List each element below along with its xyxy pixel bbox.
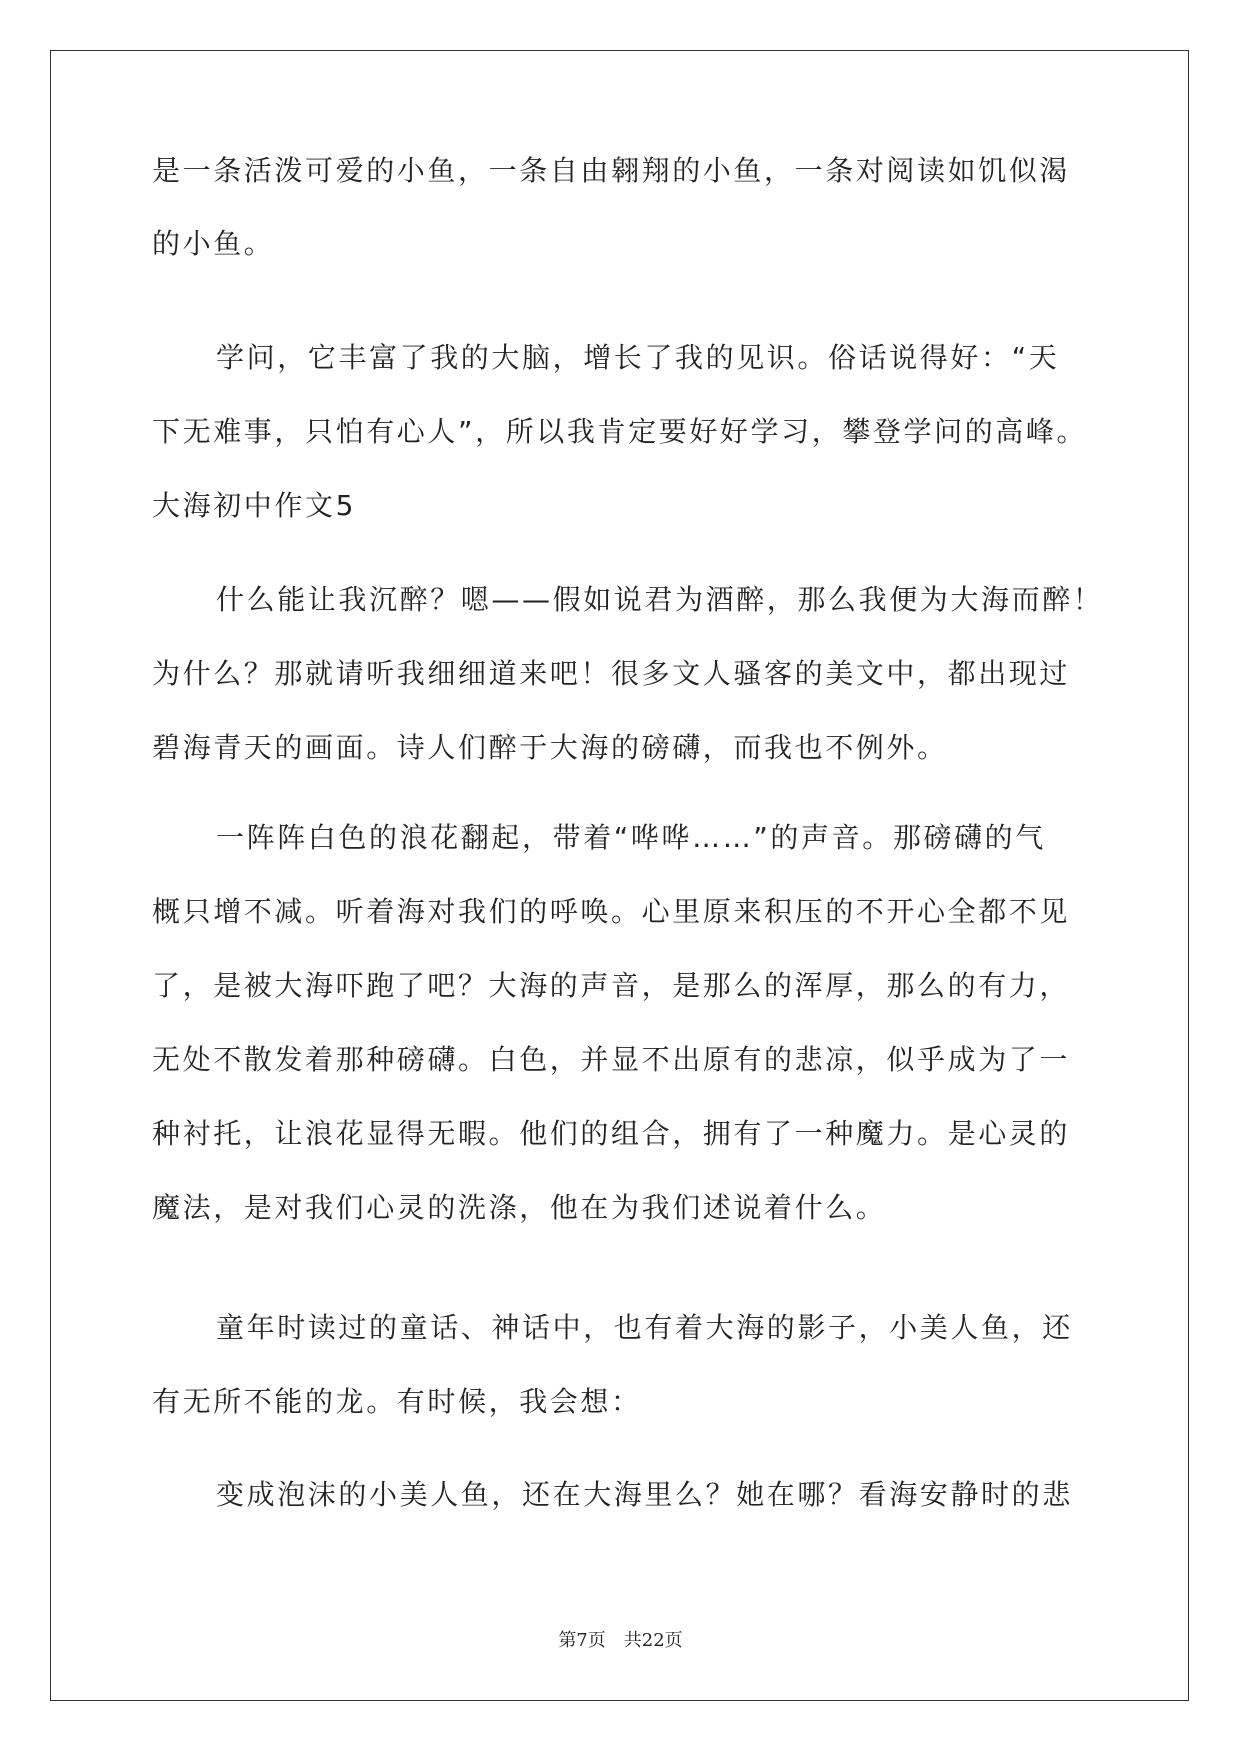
page-number: 第7页 xyxy=(558,1630,606,1651)
text-line: 什么能让我沉醉？嗯——假如说君为酒醉，那么我便为大海而醉！ xyxy=(216,583,1104,616)
text-line: 童年时读过的童话、神话中，也有着大海的影子，小美人鱼，还 xyxy=(216,1311,1073,1344)
text-line: 一阵阵白色的浪花翻起，带着“哗哗……”的声音。那磅礴的气 xyxy=(216,821,1046,854)
text-line: 魔法，是对我们心灵的洗涤，他在为我们述说着什么。 xyxy=(152,1191,887,1224)
text-line: 概只增不减。听着海对我们的呼唤。心里原来积压的不开心全都不见 xyxy=(152,895,1071,928)
text-line: 有无所不能的龙。有时候，我会想： xyxy=(152,1385,642,1418)
page-footer xyxy=(0,1630,1241,1652)
text-line: 学问，它丰富了我的大脑，增长了我的见识。俗话说得好：“天 xyxy=(216,341,1060,374)
page-border xyxy=(50,50,1189,1701)
text-line: 下无难事，只怕有心人”，所以我肯定要好好学习，攀登学问的高峰。 xyxy=(152,415,1088,448)
section-heading: 大海初中作文5 xyxy=(152,489,357,522)
text-line: 碧海青天的画面。诗人们醉于大海的磅礴，而我也不例外。 xyxy=(152,731,948,764)
page-total: 共22页 xyxy=(623,1630,683,1651)
text-line: 无处不散发着那种磅礴。白色，并显不出原有的悲凉，似乎成为了一 xyxy=(152,1043,1071,1076)
text-line: 为什么？那就请听我细细道来吧！很多文人骚客的美文中，都出现过 xyxy=(152,657,1071,690)
text-line: 种衬托，让浪花显得无暇。他们的组合，拥有了一种魔力。是心灵的 xyxy=(152,1117,1071,1150)
text-line: 变成泡沫的小美人鱼，还在大海里么？她在哪？看海安静时的悲 xyxy=(216,1478,1073,1511)
text-line: 的小鱼。 xyxy=(152,227,275,260)
text-line: 是一条活泼可爱的小鱼，一条自由翱翔的小鱼，一条对阅读如饥似渴 xyxy=(152,154,1071,187)
text-line: 了，是被大海吓跑了吧？大海的声音，是那么的浑厚，那么的有力， xyxy=(152,969,1071,1002)
